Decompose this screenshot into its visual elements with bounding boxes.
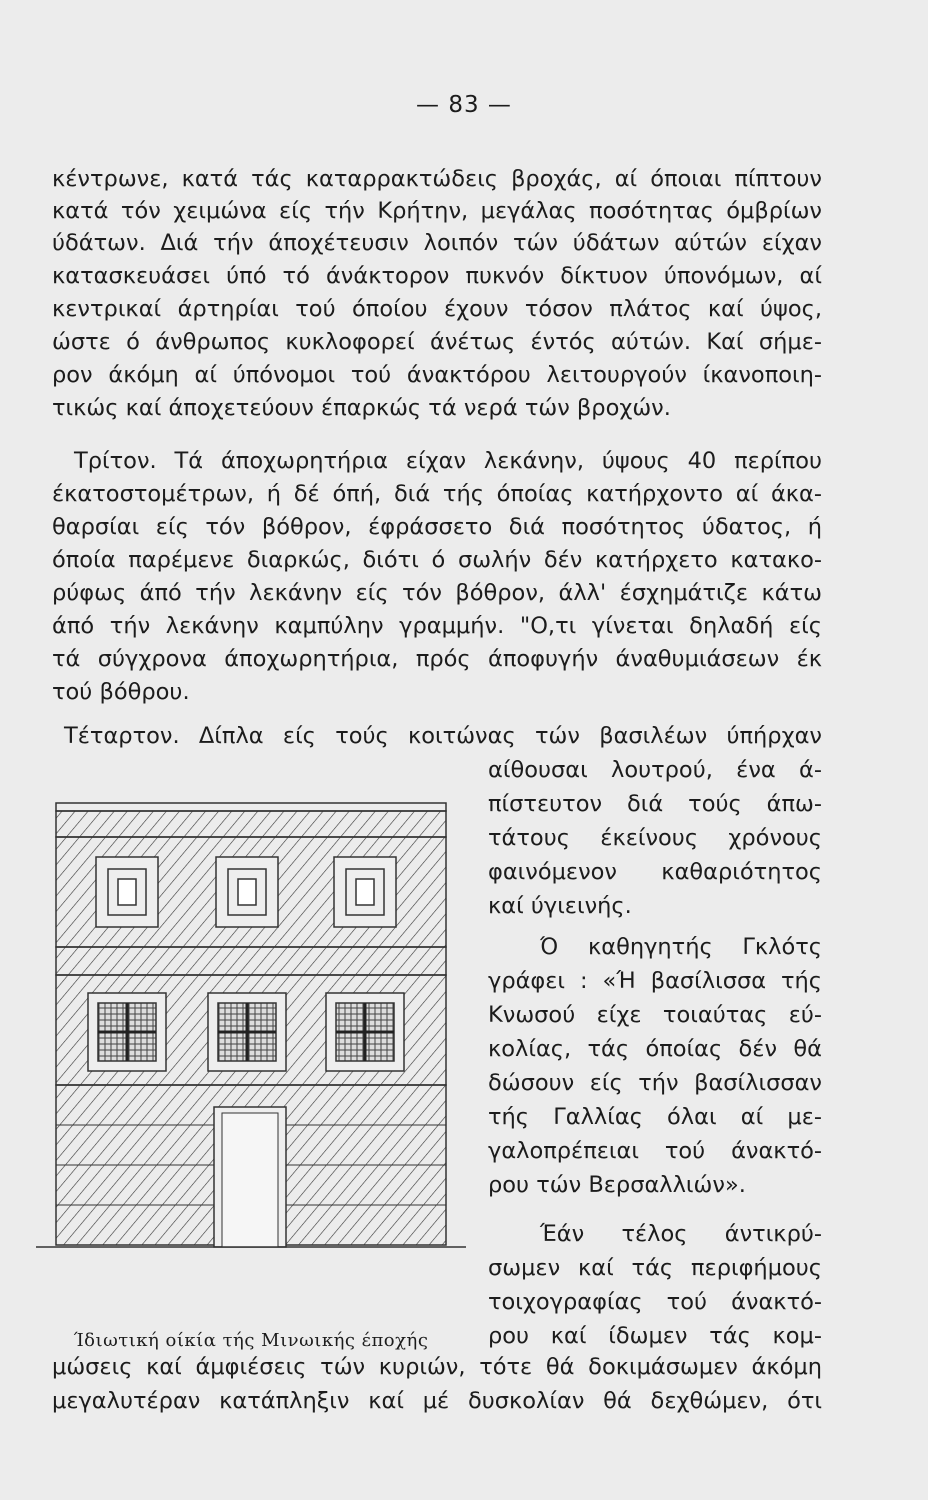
- figure-caption: Ίδιωτική οίκία τής Μινωικής έποχής: [73, 1330, 429, 1351]
- upper-window-right: [334, 857, 396, 927]
- text-line: ρου τών Βερσαλλιών».: [488, 1172, 746, 1198]
- text-line: μεγαλυτέραν κατάπληξιν καί μέ δυσκολίαν θά δεχθώμεν, ότι: [52, 1388, 822, 1414]
- text-line: γράφει : «Ή βασίλισσα τής: [488, 968, 822, 994]
- text-line: σωμεν καί τάς περιφήμους: [488, 1255, 822, 1281]
- text-line: μώσεις καί άμφιέσεις τών κυριών, τότε θά δοκιμάσωμεν άκόμη: [52, 1354, 822, 1380]
- text-line: κολίας, τάς όποίας δέν θά: [488, 1036, 822, 1062]
- text-line: κέντρωνε, κατά τάς καταρρακτώδεις βροχάς, αί όποιαι πίπτουν: [52, 166, 822, 192]
- text-line: τά σύγχρονα άποχωρητήρια, πρός άποφυγήν άναθυμιάσεων έκ: [52, 646, 822, 672]
- text-line: τάτους έκείνους χρόνους: [488, 825, 822, 851]
- text-line: πίστευτον διά τούς άπω-: [488, 791, 822, 817]
- text-line: κεντρικαί άρτηρίαι τού όποίου έχουν τόσον πλάτος καί ύψος,: [52, 296, 822, 322]
- text-line: δώσουν είς τήν βασίλισσαν: [488, 1070, 822, 1096]
- page-number: — 83 —: [416, 92, 512, 118]
- upper-window-left: [96, 857, 158, 927]
- text-line: τικώς καί άποχετεύουν έπαρκώς τά νερά τών βροχών.: [52, 395, 671, 421]
- lower-window-right: [326, 993, 404, 1071]
- upper-window-middle: [216, 857, 278, 927]
- text-line: έκατοστομέτρων, ή δέ όπή, διά τής όποίας κατήρχοντο αί άκα-: [52, 481, 822, 507]
- text-line: κατασκευάσει ύπό τό άνάκτορον πυκνόν δίκτυον ύπονόμων, αί: [52, 263, 822, 289]
- lower-window-left: [88, 993, 166, 1071]
- text-line: θαρσίαι είς τόν βόθρον, έφράσσετο διά ποσότητος ύδατος, ή: [52, 514, 822, 540]
- text-line: τοιχογραφίας τού άνακτό-: [488, 1289, 822, 1315]
- text-line: ώστε ό άνθρωπος κυκλοφορεί άνέτως έντός αύτών. Καί σήμε-: [52, 329, 822, 355]
- text-line: αίθουσαι λουτρού, ένα ά-: [488, 757, 822, 783]
- text-line: άπό τήν λεκάνην καμπύλην γραμμήν. "Ο,τι γίνεται δηλαδή είς: [52, 613, 822, 639]
- text-line: κατά τόν χειμώνα είς τήν Κρήτην, μεγάλας ποσότητας όμβρίων: [52, 198, 822, 224]
- minoan-house-illustration: [36, 795, 466, 1275]
- text-line: όποία παρέμενε διαρκώς, διότι ό σωλήν δέν κατήρχετο κατακο-: [52, 547, 822, 573]
- text-line: φαινόμενον καθαριότητος: [488, 859, 822, 885]
- text-line: Τρίτον. Τά άποχωρητήρια είχαν λεκάνην, ύψους 40 περίπου: [74, 448, 822, 474]
- text-line: Ό καθηγητής Γκλότς: [540, 934, 822, 960]
- text-line: τής Γαλλίας όλαι αί με-: [488, 1104, 822, 1130]
- paragraph-baths-first-line: Τέταρτον. Δίπλα είς τούς κοιτώνας τών βασιλέων ύπήρχαν: [64, 723, 822, 749]
- house-facade: [36, 803, 466, 1247]
- text-line: ρύφως άπό τήν λεκάνην είς τόν βόθρον, άλλ' έσχημάτιζε κάτω: [52, 580, 822, 606]
- text-line: τού βόθρου.: [52, 679, 190, 705]
- text-line: Έάν τέλος άντικρύ-: [540, 1221, 822, 1247]
- house-door: [214, 1107, 286, 1247]
- text-line: Κνωσού είχε τοιαύτας εύ-: [488, 1002, 822, 1028]
- text-line: καί ύγιεινής.: [488, 893, 632, 919]
- text-line: ρον άκόμη αί ύπόνομοι τού άνακτόρου λειτουργούν ίκανοποιη-: [52, 362, 822, 388]
- text-line: ύδάτων. Διά τήν άποχέτευσιν λοιπόν τών ύδάτων αύτών είχαν: [52, 230, 822, 256]
- text-line: γαλοπρέπειαι τού άνακτό-: [488, 1138, 822, 1164]
- lower-window-middle: [208, 993, 286, 1071]
- text-line: ρου καί ίδωμεν τάς κομ-: [488, 1323, 822, 1349]
